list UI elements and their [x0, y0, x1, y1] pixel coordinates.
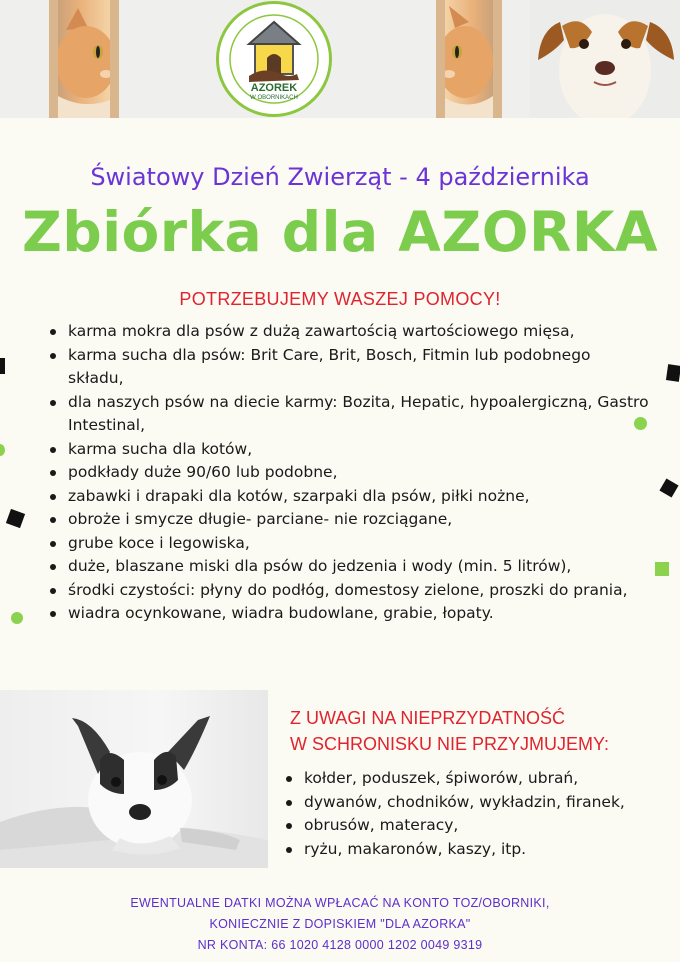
header-banner [0, 0, 680, 118]
event-subtitle: Światowy Dzień Zwierząt - 4 października [90, 163, 590, 191]
logo-name: AZOREK [250, 82, 298, 94]
list-item: wiadra ocynkowane, wiadra budowlane, grabie, łopaty. [50, 602, 650, 626]
list-item: obrusów, materacy, [286, 814, 666, 838]
list-item: podkłady duże 90/60 lub podobne, [50, 461, 650, 485]
confetti-square [6, 509, 25, 528]
list-item: środki czystości: płyny do podłóg, domestosy zielone, proszki do prania, [50, 579, 650, 603]
list-item: karma mokra dla psów z dużą zawartością wartościowego mięsa, [50, 320, 650, 344]
list-item: grube koce i legowiska, [50, 532, 650, 556]
list-item: obroże i smycze długie- parciane- nie rozciągane, [50, 508, 650, 532]
confetti-square [666, 364, 680, 382]
bank-account-number: NR KONTA: 66 1020 4128 0000 1202 0049 9319 [197, 938, 483, 952]
wood-pillar-right-inner [436, 0, 445, 118]
wood-pillar-left [49, 0, 58, 118]
list-item: duże, blaszane miski dla psów do jedzenia i wody (min. 5 litrów), [50, 555, 650, 579]
not-accepted-list [286, 767, 666, 861]
list-item: ryżu, makaronów, kaszy, itp. [286, 838, 666, 862]
footer-line: KONIECZNIE Z DOPISKIEM "DLA AZORKA" [209, 917, 471, 931]
needs-list [50, 320, 650, 626]
list-item: karma sucha dla psów: Brit Care, Brit, Bosch, Fitmin lub podobnego składu, [50, 344, 650, 391]
list-item: dywanów, chodników, wykładzin, firanek, [286, 791, 666, 815]
confetti-square [0, 358, 5, 374]
confetti-square [659, 478, 678, 497]
azorek-logo [216, 1, 332, 117]
cat-photo-left [58, 0, 110, 118]
notice-line: W SCHRONISKU NIE PRZYJMUJEMY: [290, 734, 610, 754]
logo-subtitle: W OBORNIKACH [250, 95, 298, 101]
page-title: Zbiórka dla AZORKA [21, 200, 659, 264]
wood-pillar-left-inner [110, 0, 119, 118]
list-item: kołder, poduszek, śpiworów, ubrań, [286, 767, 666, 791]
footer-line: EWENTUALNE DATKI MOŻNA WPŁACAĆ NA KONTO TOZ/OBORNIKI, [130, 896, 550, 910]
notice-line: Z UWAGI NA NIEPRZYDATNOŚĆ [290, 708, 566, 728]
wood-pillar-right [493, 0, 502, 118]
cat-photo-right [445, 0, 493, 118]
confetti-dot [0, 444, 5, 456]
confetti-green-square [655, 562, 669, 576]
not-accepted-notice [290, 705, 670, 757]
confetti-dot [11, 612, 23, 624]
dog-photo-top-right [530, 0, 680, 118]
dog-photo-bottom-left [0, 690, 268, 868]
list-item: zabawki i drapaki dla kotów, szarpaki dla psów, piłki nożne, [50, 485, 650, 509]
donation-footer [0, 893, 680, 956]
list-item: karma sucha dla kotów, [50, 438, 650, 462]
help-heading: POTRZEBUJEMY WASZEJ POMOCY! [179, 289, 501, 309]
list-item: dla naszych psów na diecie karmy: Bozita, Hepatic, hypoalergiczną, Gastro Intestinal, [50, 391, 650, 438]
